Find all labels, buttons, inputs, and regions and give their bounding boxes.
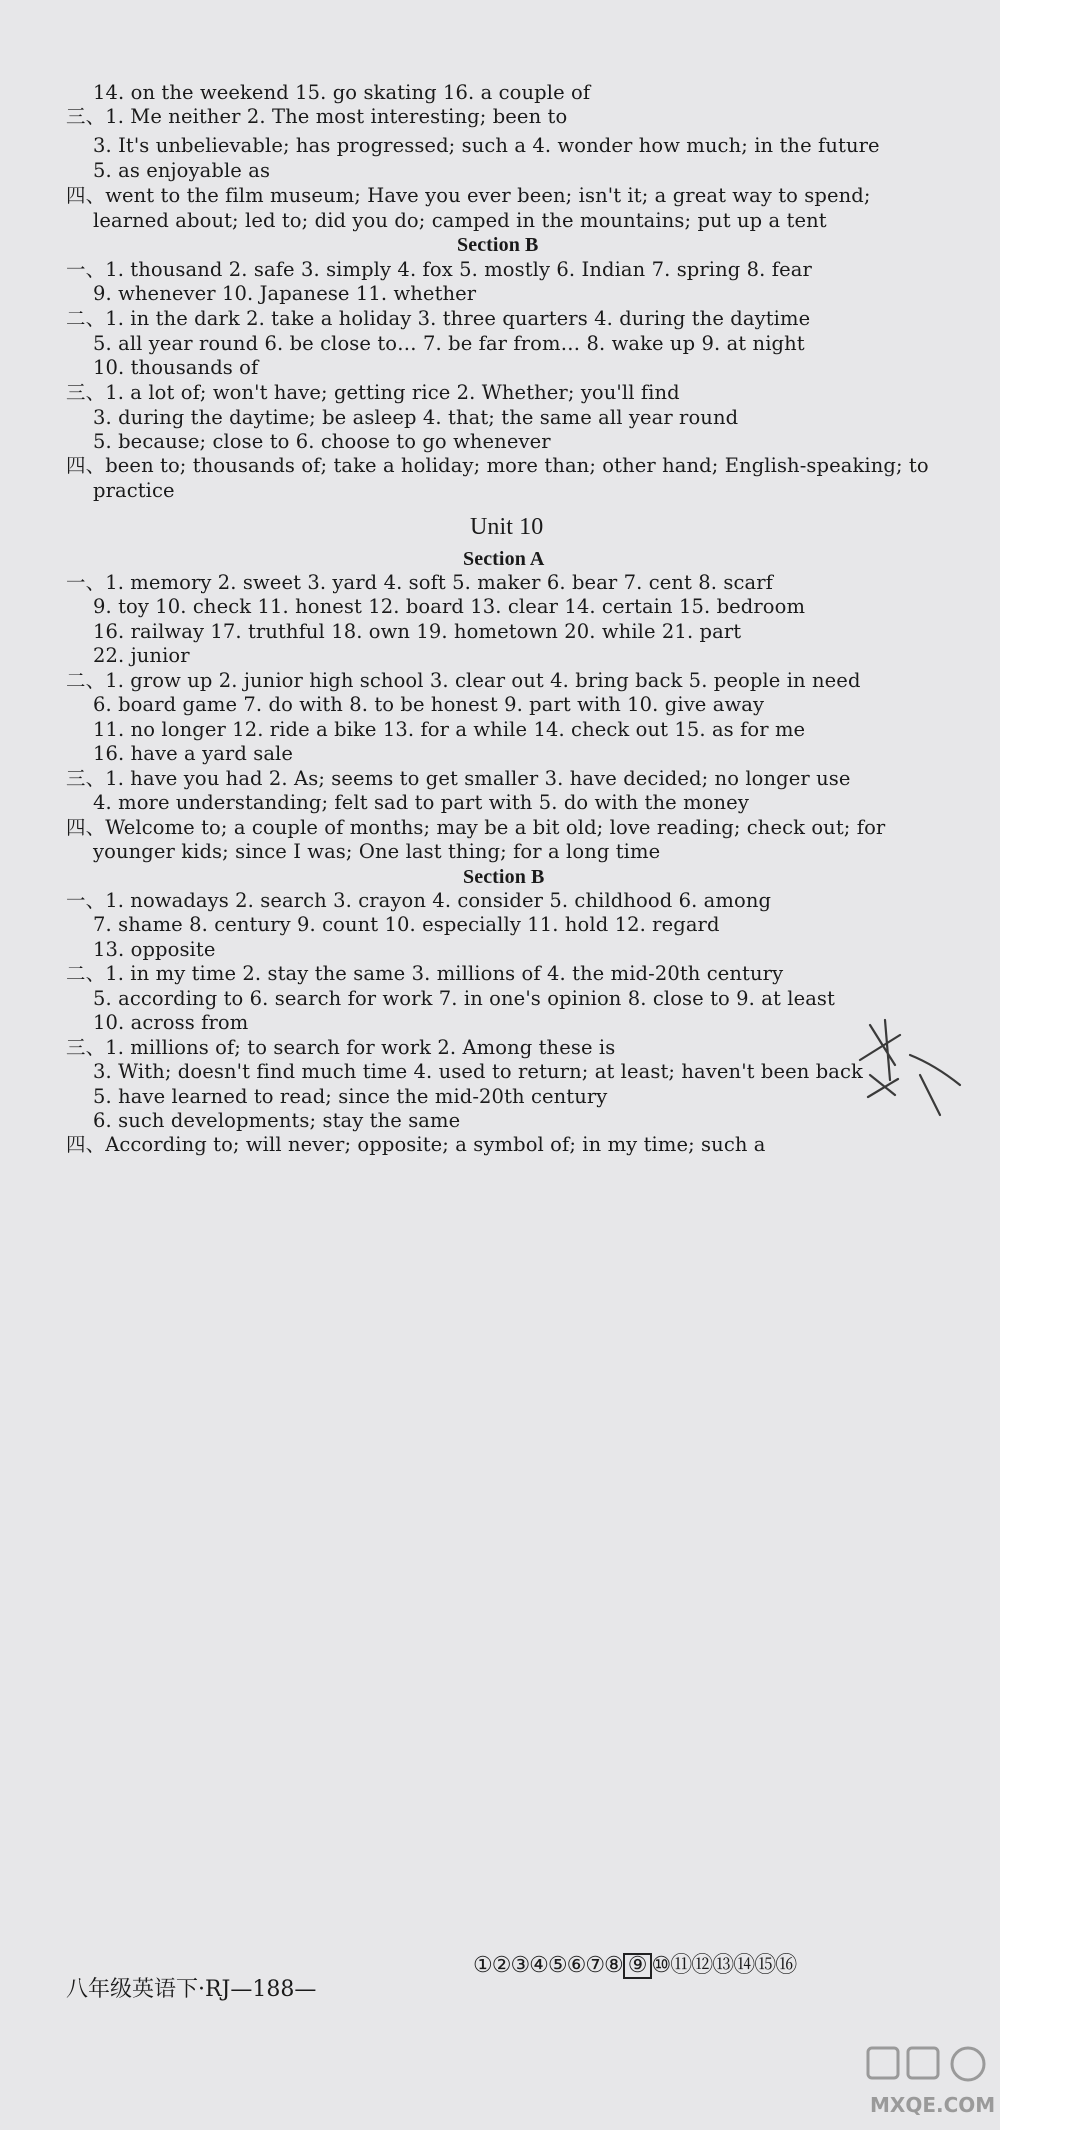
answer-line: 11. no longer 12. ride a bike 13. for a while 14. check out 15. as for me [93, 718, 806, 741]
answer-line: younger kids; since I was; One last thing; for a long time [93, 840, 661, 863]
section-heading: Section B [463, 866, 545, 888]
answer-line: 3. With; doesn't find much time 4. used to return; at least; haven't been back [93, 1060, 863, 1083]
answer-line: 二、1. in the dark 2. take a holiday 3. three quarters 4. during the daytime [66, 307, 811, 330]
answer-line: 二、1. grow up 2. junior high school 3. clear out 4. bring back 5. people in need [66, 669, 861, 692]
answer-line: practice [93, 479, 175, 502]
answer-line: 三、1. have you had 2. As; seems to get smaller 3. have decided; no longer use [66, 767, 851, 790]
handwriting-scribble [840, 1015, 1000, 1195]
answer-line: 四、According to; will never; opposite; a symbol of; in my time; such a [66, 1133, 766, 1156]
answer-line: 5. as enjoyable as [93, 159, 271, 182]
svg-text:MXQE.COM: MXQE.COM [870, 2093, 996, 2117]
answer-line: 二、1. in my time 2. stay the same 3. millions of 4. the mid-20th century [66, 962, 784, 985]
answer-line: 16. have a yard sale [93, 742, 294, 765]
answer-line: 一、1. nowadays 2. search 3. crayon 4. consider 5. childhood 6. among [66, 889, 772, 912]
section-heading: Section B [457, 234, 539, 256]
page-tabs-circled-numbers [473, 1948, 796, 1979]
answer-line: 5. because; close to 6. choose to go whenever [93, 430, 551, 453]
answer-line: 5. according to 6. search for work 7. in one's opinion 8. close to 9. at least [93, 987, 835, 1010]
answer-line: 6. board game 7. do with 8. to be honest 9. part with 10. give away [93, 693, 765, 716]
answer-line: 3. during the daytime; be asleep 4. that; the same all year round [93, 406, 739, 429]
current-page-marker: ⑨ [623, 1953, 652, 1979]
answer-line: 7. shame 8. century 9. count 10. especially 11. hold 12. regard [93, 913, 720, 936]
answer-line: 3. It's unbelievable; has progressed; such a 4. wonder how much; in the future [93, 134, 880, 157]
answer-line: 三、1. a lot of; won't have; getting rice 2. Whether; you'll find [66, 381, 680, 404]
watermark-logo [860, 2040, 1000, 2125]
answer-line: learned about; led to; did you do; camped in the mountains; put up a tent [93, 209, 827, 232]
unit-title: Unit 10 [470, 514, 544, 540]
answer-line: 4. more understanding; felt sad to part with 5. do with the money [93, 791, 749, 814]
answer-line: 四、went to the film museum; Have you ever been; isn't it; a great way to spend; [66, 184, 871, 207]
answer-line: 14. on the weekend 15. go skating 16. a couple of [93, 81, 591, 104]
answer-line: 5. have learned to read; since the mid-20th century [93, 1085, 608, 1108]
page-footer-label: 八年级英语下·RJ—188— [66, 1977, 317, 2002]
section-heading: Section A [463, 548, 545, 570]
answer-line: 10. thousands of [93, 356, 259, 379]
answer-line: 四、been to; thousands of; take a holiday; more than; other hand; English-speaking; to [66, 454, 929, 477]
answer-line: 13. opposite [93, 938, 216, 961]
answer-line: 三、1. millions of; to search for work 2. Among these is [66, 1036, 616, 1059]
answer-line: 9. whenever 10. Japanese 11. whether [93, 282, 477, 305]
answer-line: 9. toy 10. check 11. honest 12. board 13. clear 14. certain 15. bedroom [93, 595, 806, 618]
circled-numbers-after: ⑩⑪⑫⑬⑭⑮⑯ [651, 1953, 797, 1978]
answer-line: 10. across from [93, 1011, 249, 1034]
answer-line: 6. such developments; stay the same [93, 1109, 461, 1132]
answer-line: 5. all year round 6. be close to… 7. be far from… 8. wake up 9. at night [93, 332, 805, 355]
answer-line: 16. railway 17. truthful 18. own 19. hometown 20. while 21. part [93, 620, 742, 643]
answer-line: 三、1. Me neither 2. The most interesting; been to [66, 105, 568, 128]
answer-line: 四、Welcome to; a couple of months; may be a bit old; love reading; check out; for [66, 816, 886, 839]
answer-line: 22. junior [93, 644, 190, 667]
circled-numbers-before: ①②③④⑤⑥⑦⑧ [473, 1953, 623, 1978]
answer-line: 一、1. memory 2. sweet 3. yard 4. soft 5. maker 6. bear 7. cent 8. scarf [66, 571, 773, 594]
answer-line: 一、1. thousand 2. safe 3. simply 4. fox 5. mostly 6. Indian 7. spring 8. fear [66, 258, 812, 281]
